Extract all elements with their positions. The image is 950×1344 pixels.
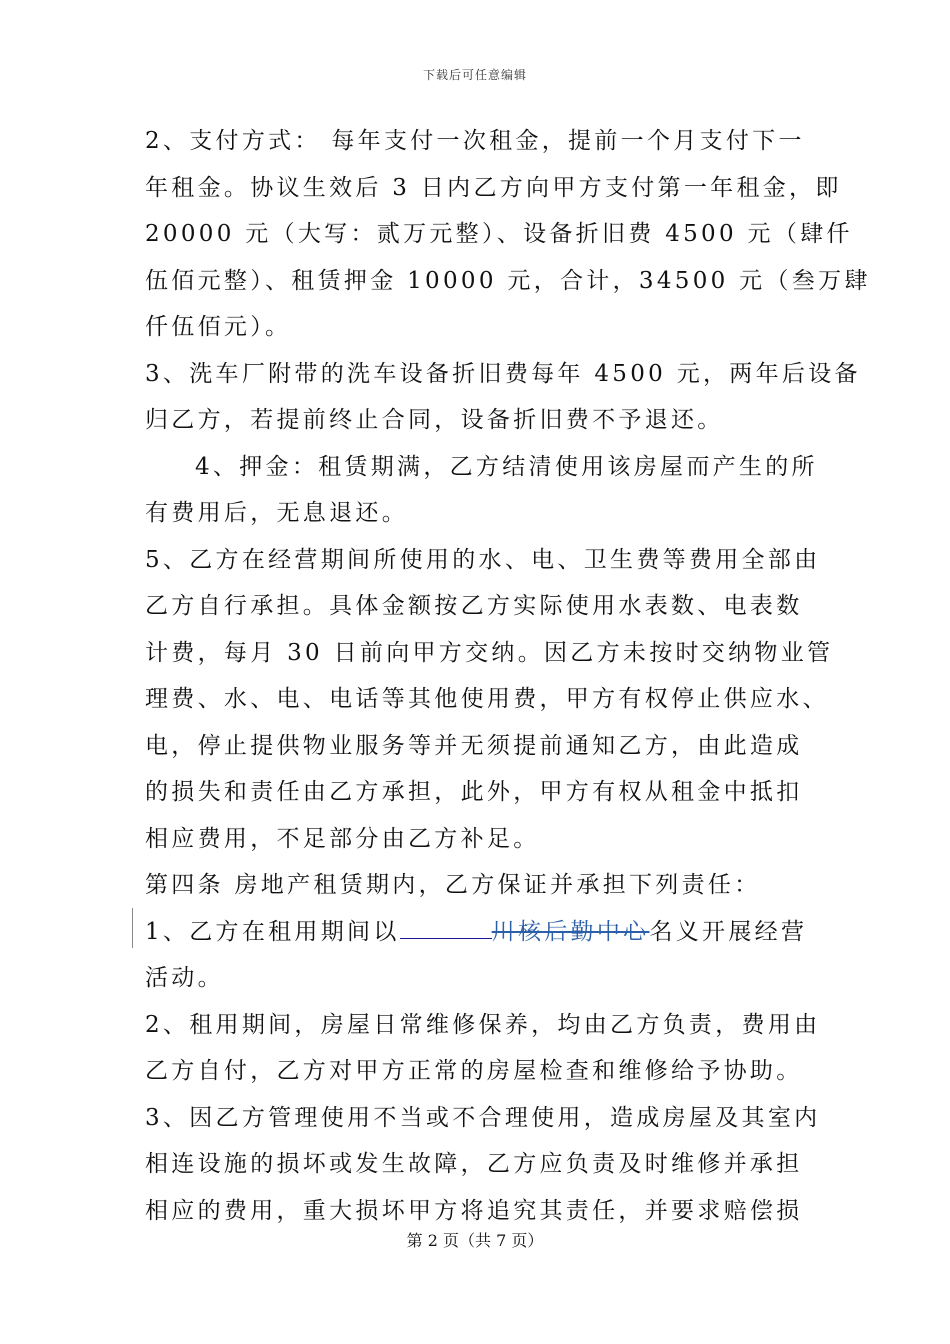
fill-in-blank[interactable] <box>400 916 492 939</box>
text-line: 3、洗车厂附带的洗车设备折旧费每年 4500 元，两年后设备 <box>145 360 861 387</box>
text-line: 理费、水、电、电话等其他使用费，甲方有权停止供应水、 <box>145 686 829 712</box>
text-line: 相连设施的损坏或发生故障，乙方应负责及时维修并承担 <box>145 1151 803 1177</box>
text-line: 乙方自行承担。具体金额按乙方实际使用水表数、电表数 <box>145 593 803 619</box>
page-header: 下载后可任意编辑 <box>422 68 527 82</box>
text-line: 4、押金：租赁期满，乙方结清使用该房屋而产生的所 <box>195 453 818 480</box>
text-line: 5、乙方在经营期间所使用的水、电、卫生费等费用全部由 <box>145 546 821 573</box>
text-line: 3、因乙方管理使用不当或不合理使用，造成房屋及其室内 <box>145 1104 821 1131</box>
text-line: 2、支付方式： 每年支付一次租金，提前一个月支付下一 <box>145 128 805 154</box>
text-line: 年租金。协议生效后 3 日内乙方向甲方支付第一年租金，即 <box>145 174 842 201</box>
document-body <box>145 118 871 1234</box>
text-line: 活动。 <box>145 965 224 991</box>
text-line: 仟伍佰元）。 <box>145 314 292 340</box>
text-line: 相应的费用，重大损坏甲方将追究其责任，并要求赔偿损 <box>145 1197 803 1224</box>
text-line: 电，停止提供物业服务等并无须提前通知乙方，由此造成 <box>145 732 803 759</box>
clause-1-suffix: 名义开展经营 <box>649 918 808 945</box>
clause-1-line <box>145 909 810 956</box>
text-line: 有费用后，无息退还。 <box>145 500 408 526</box>
text-line: 第四条 房地产租赁期内，乙方保证并承担下列责任： <box>145 872 761 898</box>
text-line: 的损失和责任由乙方承担，此外，甲方有权从租金中抵扣 <box>145 779 803 805</box>
text-line: 相应费用，不足部分由乙方补足。 <box>145 825 540 852</box>
text-line: 乙方自付，乙方对甲方正常的房屋检查和维修给予协助。 <box>145 1058 803 1084</box>
tracked-insertion[interactable]: 川核后勤中心 <box>491 918 650 945</box>
text-line: 伍佰元整）、租赁押金 10000 元，合计，34500 元（叁万肆 <box>145 267 871 294</box>
text-line: 20000 元（大写：贰万元整）、设备折旧费 4500 元（肆仟 <box>145 221 853 247</box>
text-line: 2、租用期间，房屋日常维修保养，均由乙方负责，费用由 <box>145 1011 821 1038</box>
page-footer: 第 2 页（共 7 页） <box>406 1231 544 1250</box>
text-line: 计费，每月 30 日前向甲方交纳。因乙方未按时交纳物业管 <box>145 639 834 666</box>
clause-1-prefix: 1、乙方在租用期间以 <box>145 918 400 945</box>
revision-change-bar <box>132 908 133 948</box>
text-line: 归乙方，若提前终止合同，设备折旧费不予退还。 <box>145 407 724 433</box>
